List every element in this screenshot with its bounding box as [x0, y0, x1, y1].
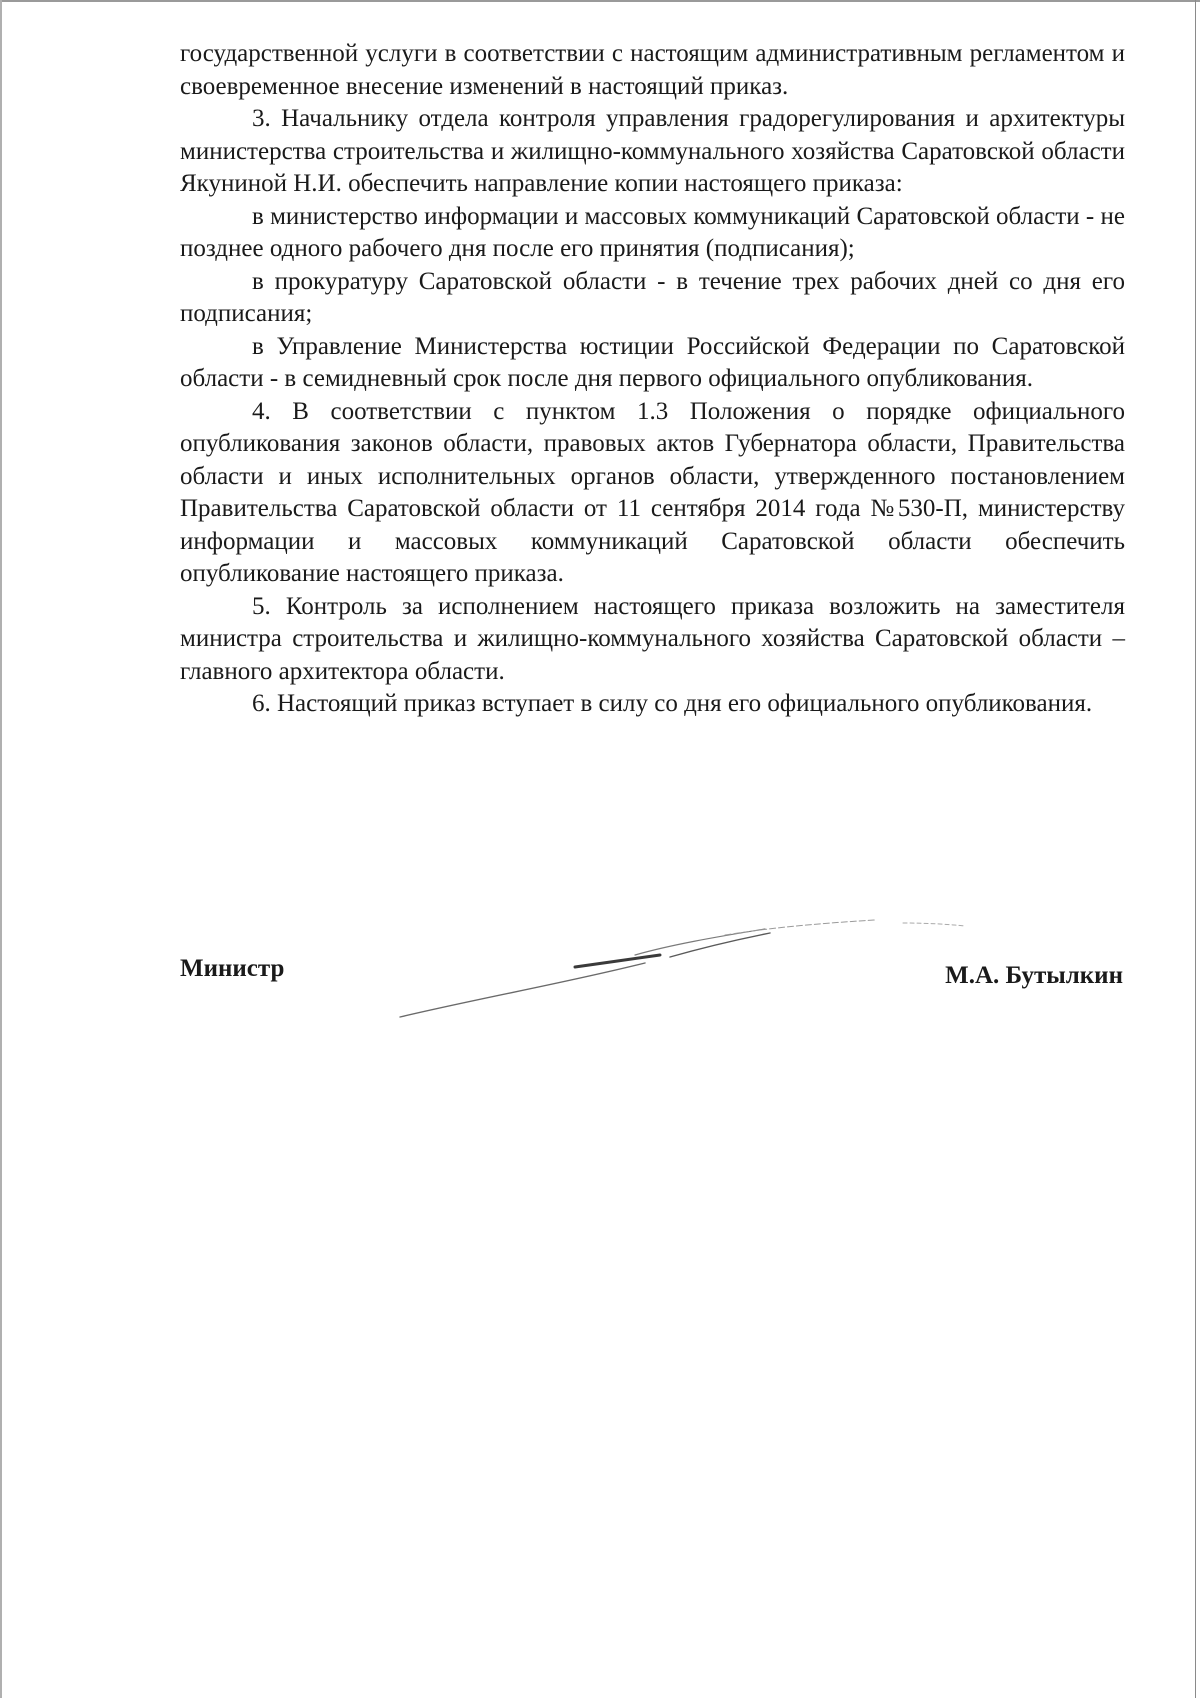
paragraph-3-item-ministry-information: в министерство информации и массовых коммуникаций Саратовской области - не позднее одного рабочего дня после его принятия (подписания);	[180, 202, 1125, 262]
paragraph-6: 6. Настоящий приказ вступает в силу со дня его официального опубликования.	[252, 690, 1093, 717]
signer-position: Министр	[180, 955, 285, 982]
paragraph-3-item-prosecutor: в прокуратуру Саратовской области - в течение трех рабочих дней со дня его подписания;	[180, 267, 1125, 327]
paragraph-4: 4. В соответствии с пунктом 1.3 Положения о порядке официального опубликования законов области, правовых актов Губернатора области, Правительства области и иных исполнительных органов области, утвержденного постановлением Правительства Саратовской области от 11 сентября 2014 года №530-П, министерству информации и массовых коммуникаций Саратовской области обеспечить опубликование настоящего приказа.	[180, 397, 1125, 587]
signer-name: М.А. Бутылкин	[945, 962, 1123, 989]
scan-edge-left	[0, 0, 2, 1698]
paragraph-2-continuation: государственной услуги в соответствии с настоящим административным регламентом и своевременное внесение изменений в настоящий приказ.	[180, 40, 1125, 100]
paragraph-3-item-ministry-justice: в Управление Министерства юстиции Российской Федерации по Саратовской области - в семидневный срок после дня первого официального опубликования.	[180, 332, 1125, 392]
scan-edge-right	[1195, 0, 1196, 1698]
scan-edge-top	[0, 0, 1200, 2]
paragraph-5: 5. Контроль за исполнением настоящего приказа возложить на заместителя министра строительства и жилищно-коммунального хозяйства Саратовской области – главного архитектора области.	[180, 592, 1125, 685]
signature-block	[180, 955, 1123, 995]
document-body	[180, 38, 1125, 721]
paragraph-3: 3. Начальнику отдела контроля управления градорегулирования и архитектуры министерства строительства и жилищно-коммунального хозяйства Саратовской области Якуниной Н.И. обеспечить направление копии настоящего приказа:	[180, 105, 1125, 197]
